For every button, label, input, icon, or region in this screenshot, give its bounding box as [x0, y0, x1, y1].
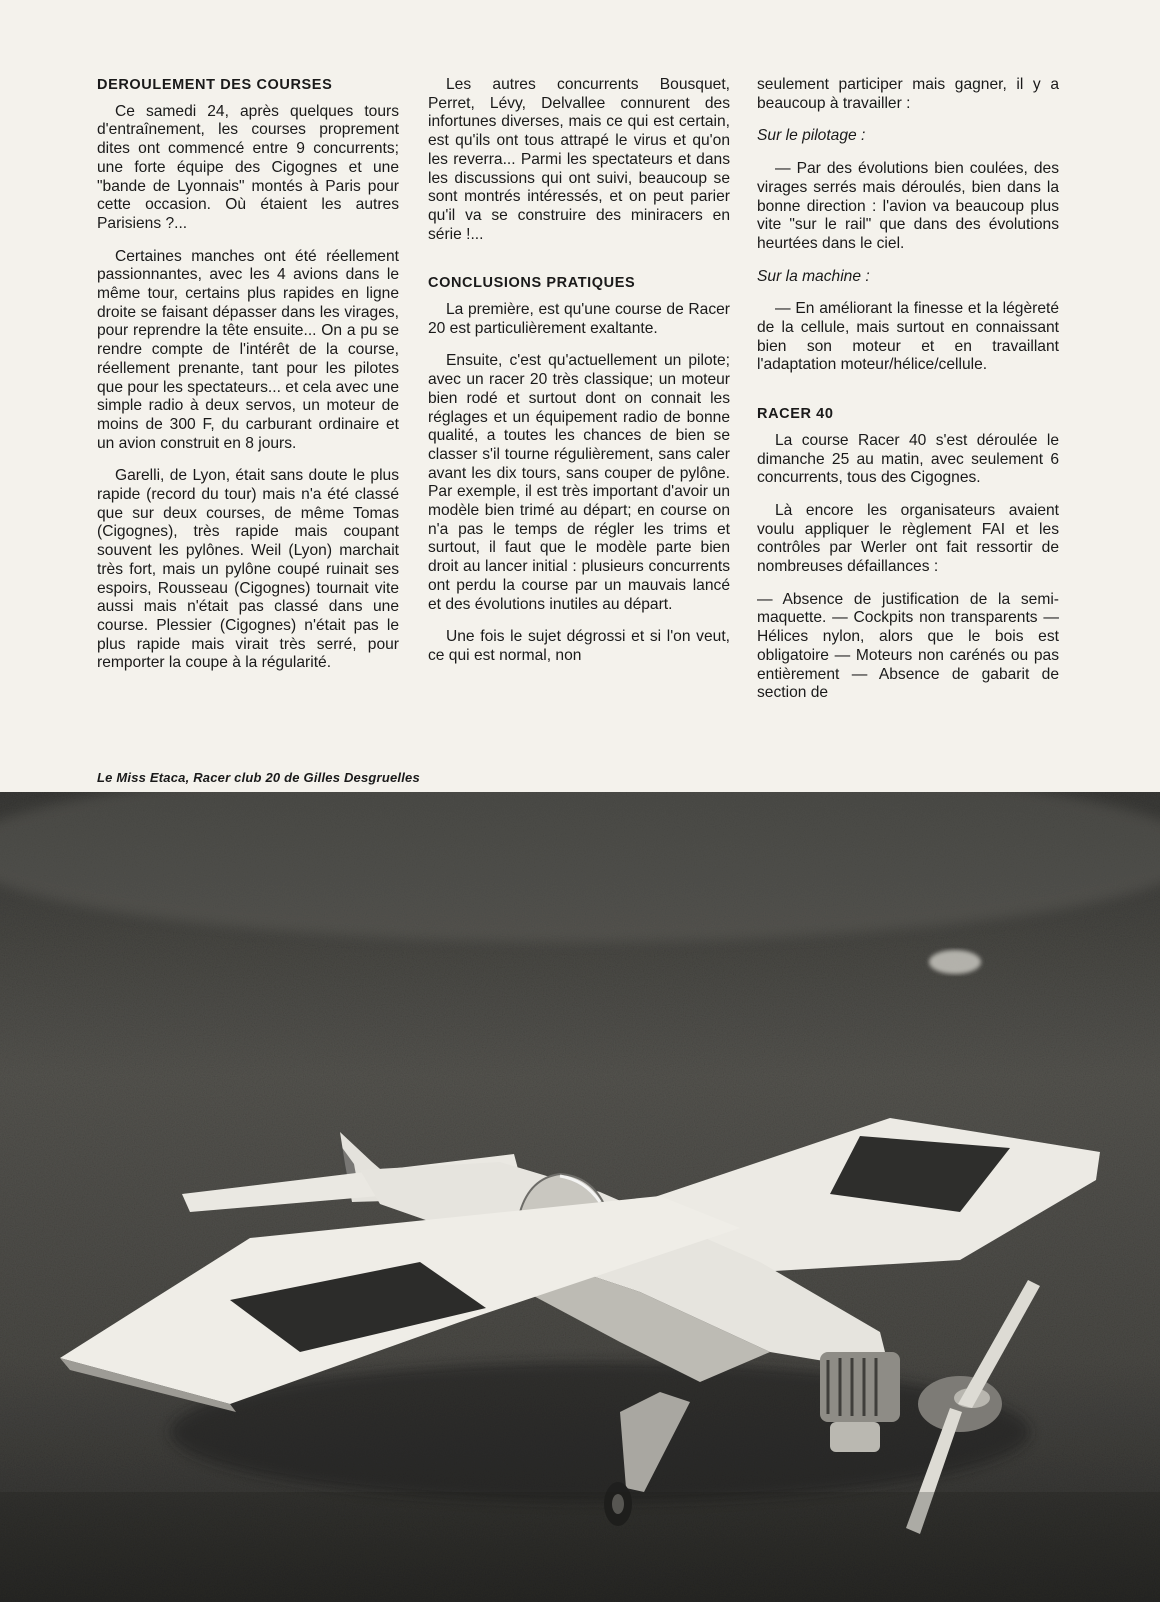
text-column-1	[97, 76, 399, 673]
paragraph: Garelli, de Lyon, était sans doute le plus rapide (record du tour) mais n'a été classé que sur deux courses, de même Tomas (Cigognes), très rapide mais coupant souvent les pylônes. Weil (Lyon) marchait très fort, mais un pylône coupé ruinait ses espoirs, Rousseau (Cigognes) tournait vite aussi mais n'était pas classé dans une course. Plessier (Cigognes) n'était pas le plus rapide mais virait très serré, pour remporter la coupe à la régularité.	[97, 467, 399, 672]
text-column-2	[428, 76, 730, 666]
text-column-3	[757, 76, 1059, 703]
subheading-machine: Sur la machine :	[757, 267, 870, 285]
paragraph: La course Racer 40 s'est déroulée le dimanche 25 au matin, avec seulement 6 concurrents, tous des Cigognes.	[757, 431, 1059, 487]
paragraph: — Par des évolutions bien coulées, des virages serrés mais déroulés, bien dans la bonne direction : l'avion va beaucoup plus vite "sur le rail" que dans des évolutions heurtées dans le ciel.	[757, 160, 1059, 252]
paragraph: La première, est qu'une course de Racer 20 est particulièrement exaltante.	[428, 301, 730, 337]
racer-airplane-photo	[0, 792, 1160, 1602]
section-heading-racer40: RACER 40	[757, 406, 834, 423]
paragraph: Là encore les organisateurs avaient voulu appliquer le règlement FAI et les contrôles par Werler ont fait ressortir de nombreuses défaillances :	[757, 501, 1059, 576]
section-heading-deroulement: DEROULEMENT DES COURSES	[97, 77, 333, 93]
paragraph: Ce samedi 24, après quelques tours d'entraînement, les courses proprement dites ont commencé entre 9 concurrents; une forte équipe des Cigognes et une "bande de Lyonnais" montés à Paris pour cette occasion. Où étaient les autres Parisiens ?...	[97, 102, 399, 232]
paragraph: Les autres concurrents Bousquet, Perret, Lévy, Delvallee connurent des infortunes diverses, mais ce qui est certain, est qu'ils ont tous attrapé le virus et qu'on les reverra... Parmi les spectateurs et dans les discussions qui ont suivi, beaucoup se sont montrés intéressés, et on peut parier qu'il va se construire des miniracers en série !...	[428, 76, 730, 243]
subheading-pilotage: Sur le pilotage :	[757, 127, 866, 145]
photo-caption: Le Miss Etaca, Racer club 20 de Gilles Desgruelles	[97, 770, 420, 785]
paragraph: — En améliorant la finesse et la légèreté de la cellule, mais surtout en connaissant bien son moteur et en travaillant l'adaptation moteur/hélice/cellule.	[757, 300, 1059, 374]
airplane-photo-illustration	[0, 792, 1160, 1602]
section-heading-conclusions: CONCLUSIONS PRATIQUES	[428, 275, 636, 292]
paragraph: Ensuite, c'est qu'actuellement un pilote; avec un racer 20 très classique; un moteur bien rodé et surtout dont on connait les réglages et un équipement radio de bonne qualité, a toutes les chances de bien se classer s'il tourne régulièrement, sans caler avant les dix tours, sans couper de pylône. Par exemple, il est très important d'avoir un modèle bien trimé au départ; en course on n'a pas le temps de régler les trims et surtout, il faut que le modèle parte bien droit au lancer initial : plusieurs concurrents ont perdu la course par un mauvais lancé et des évolutions inutiles au départ.	[428, 352, 730, 613]
paragraph: — Absence de justification de la semi-maquette. — Cockpits non transparents — Hélices nylon, alors que le bois est obligatoire — Moteurs non carénés ou pas entièrement — Absence de gabarit de section de	[757, 590, 1059, 702]
paragraph: Certaines manches ont été réellement passionnantes, avec les 4 avions dans le même tour, certains plus rapides en ligne droite se faisant dépasser dans les virages, pour reprendre la tête ensuite... On a pu se rendre compte de l'intérêt de la course, réellement prenante, tant pour les pilotes que pour les spectateurs... et cela avec une simple radio à deux servos, un moteur de moins de 300 F, du carburant ordinaire et un avion construit en 8 jours.	[97, 247, 399, 452]
paragraph: Une fois le sujet dégrossi et si l'on veut, ce qui est normal, non	[428, 628, 730, 664]
paragraph: seulement participer mais gagner, il y a beaucoup à travailler :	[757, 76, 1059, 112]
